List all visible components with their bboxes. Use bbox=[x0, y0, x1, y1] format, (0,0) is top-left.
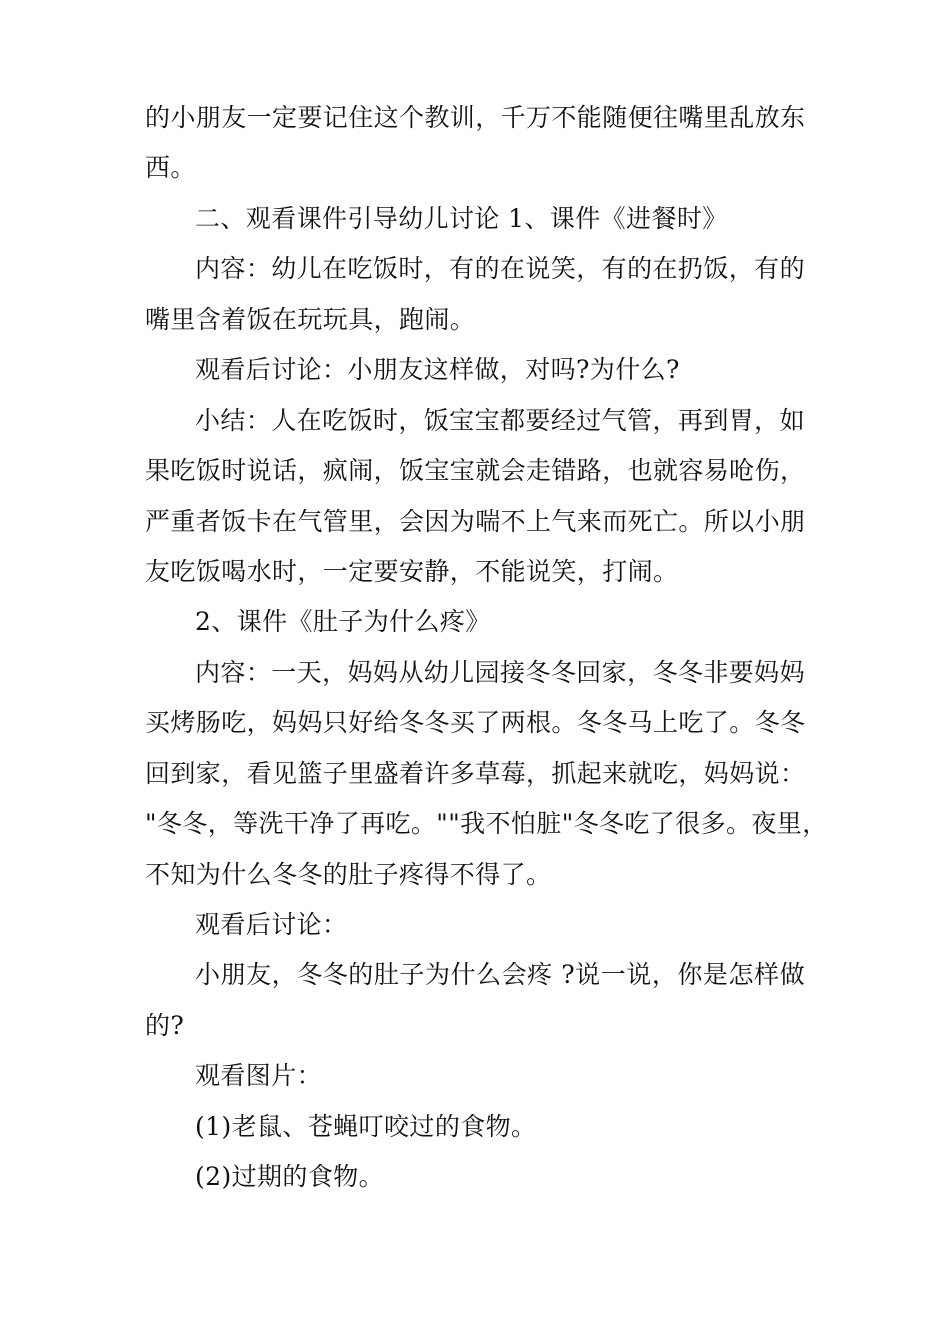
text-line: 果吃饭时说话，疯闹，饭宝宝就会走错路，也就容易呛伤， bbox=[145, 456, 806, 485]
text-line: 观看后讨论：小朋友这样做，对吗?为什么? bbox=[195, 355, 680, 384]
text-line: 严重者饭卡在气管里，会因为喘不上气来而死亡。所以小朋 bbox=[145, 507, 806, 536]
text-line: 小朋友，冬冬的肚子为什么会疼 ?说一说，你是怎样做 bbox=[195, 960, 805, 989]
text-line: 不知为什么冬冬的肚子疼得不得了。 bbox=[145, 860, 552, 889]
section-heading: 二、观看课件引导幼儿讨论 1、课件《进餐时》 bbox=[195, 204, 728, 233]
text-line: 内容：幼儿在吃饭时，有的在说笑，有的在扔饭，有的 bbox=[195, 254, 805, 283]
text-line: 买烤肠吃，妈妈只好给冬冬买了两根。冬冬马上吃了。冬冬 bbox=[145, 708, 806, 737]
list-item: (2)过期的食物。 bbox=[195, 1162, 385, 1191]
text-line: 观看图片： bbox=[195, 1061, 323, 1090]
list-item: (1)老鼠、苍蝇叮咬过的食物。 bbox=[195, 1112, 537, 1141]
text-line: 的小朋友一定要记住这个教训，千万不能随便往嘴里乱放东 bbox=[145, 103, 806, 132]
text-line: 友吃饭喝水时，一定要安静，不能说笑，打闹。 bbox=[145, 557, 679, 586]
text-line: "冬冬，等洗干净了再吃。""我不怕脏"冬冬吃了很多。夜里， bbox=[145, 809, 828, 838]
text-line: 的? bbox=[145, 1011, 185, 1040]
text-line: 内容：一天，妈妈从幼儿园接冬冬回家，冬冬非要妈妈 bbox=[195, 658, 805, 687]
text-line: 观看后讨论： bbox=[195, 910, 348, 939]
text-line: 小结：人在吃饭时，饭宝宝都要经过气管，再到胃，如 bbox=[195, 406, 805, 435]
section-heading: 2、课件《肚子为什么疼》 bbox=[195, 607, 491, 636]
text-line: 回到家，看见篮子里盛着许多草莓，抓起来就吃，妈妈说： bbox=[145, 759, 806, 788]
text-line: 嘴里含着饭在玩玩具，跑闹。 bbox=[145, 305, 476, 334]
text-line: 西。 bbox=[145, 153, 196, 182]
